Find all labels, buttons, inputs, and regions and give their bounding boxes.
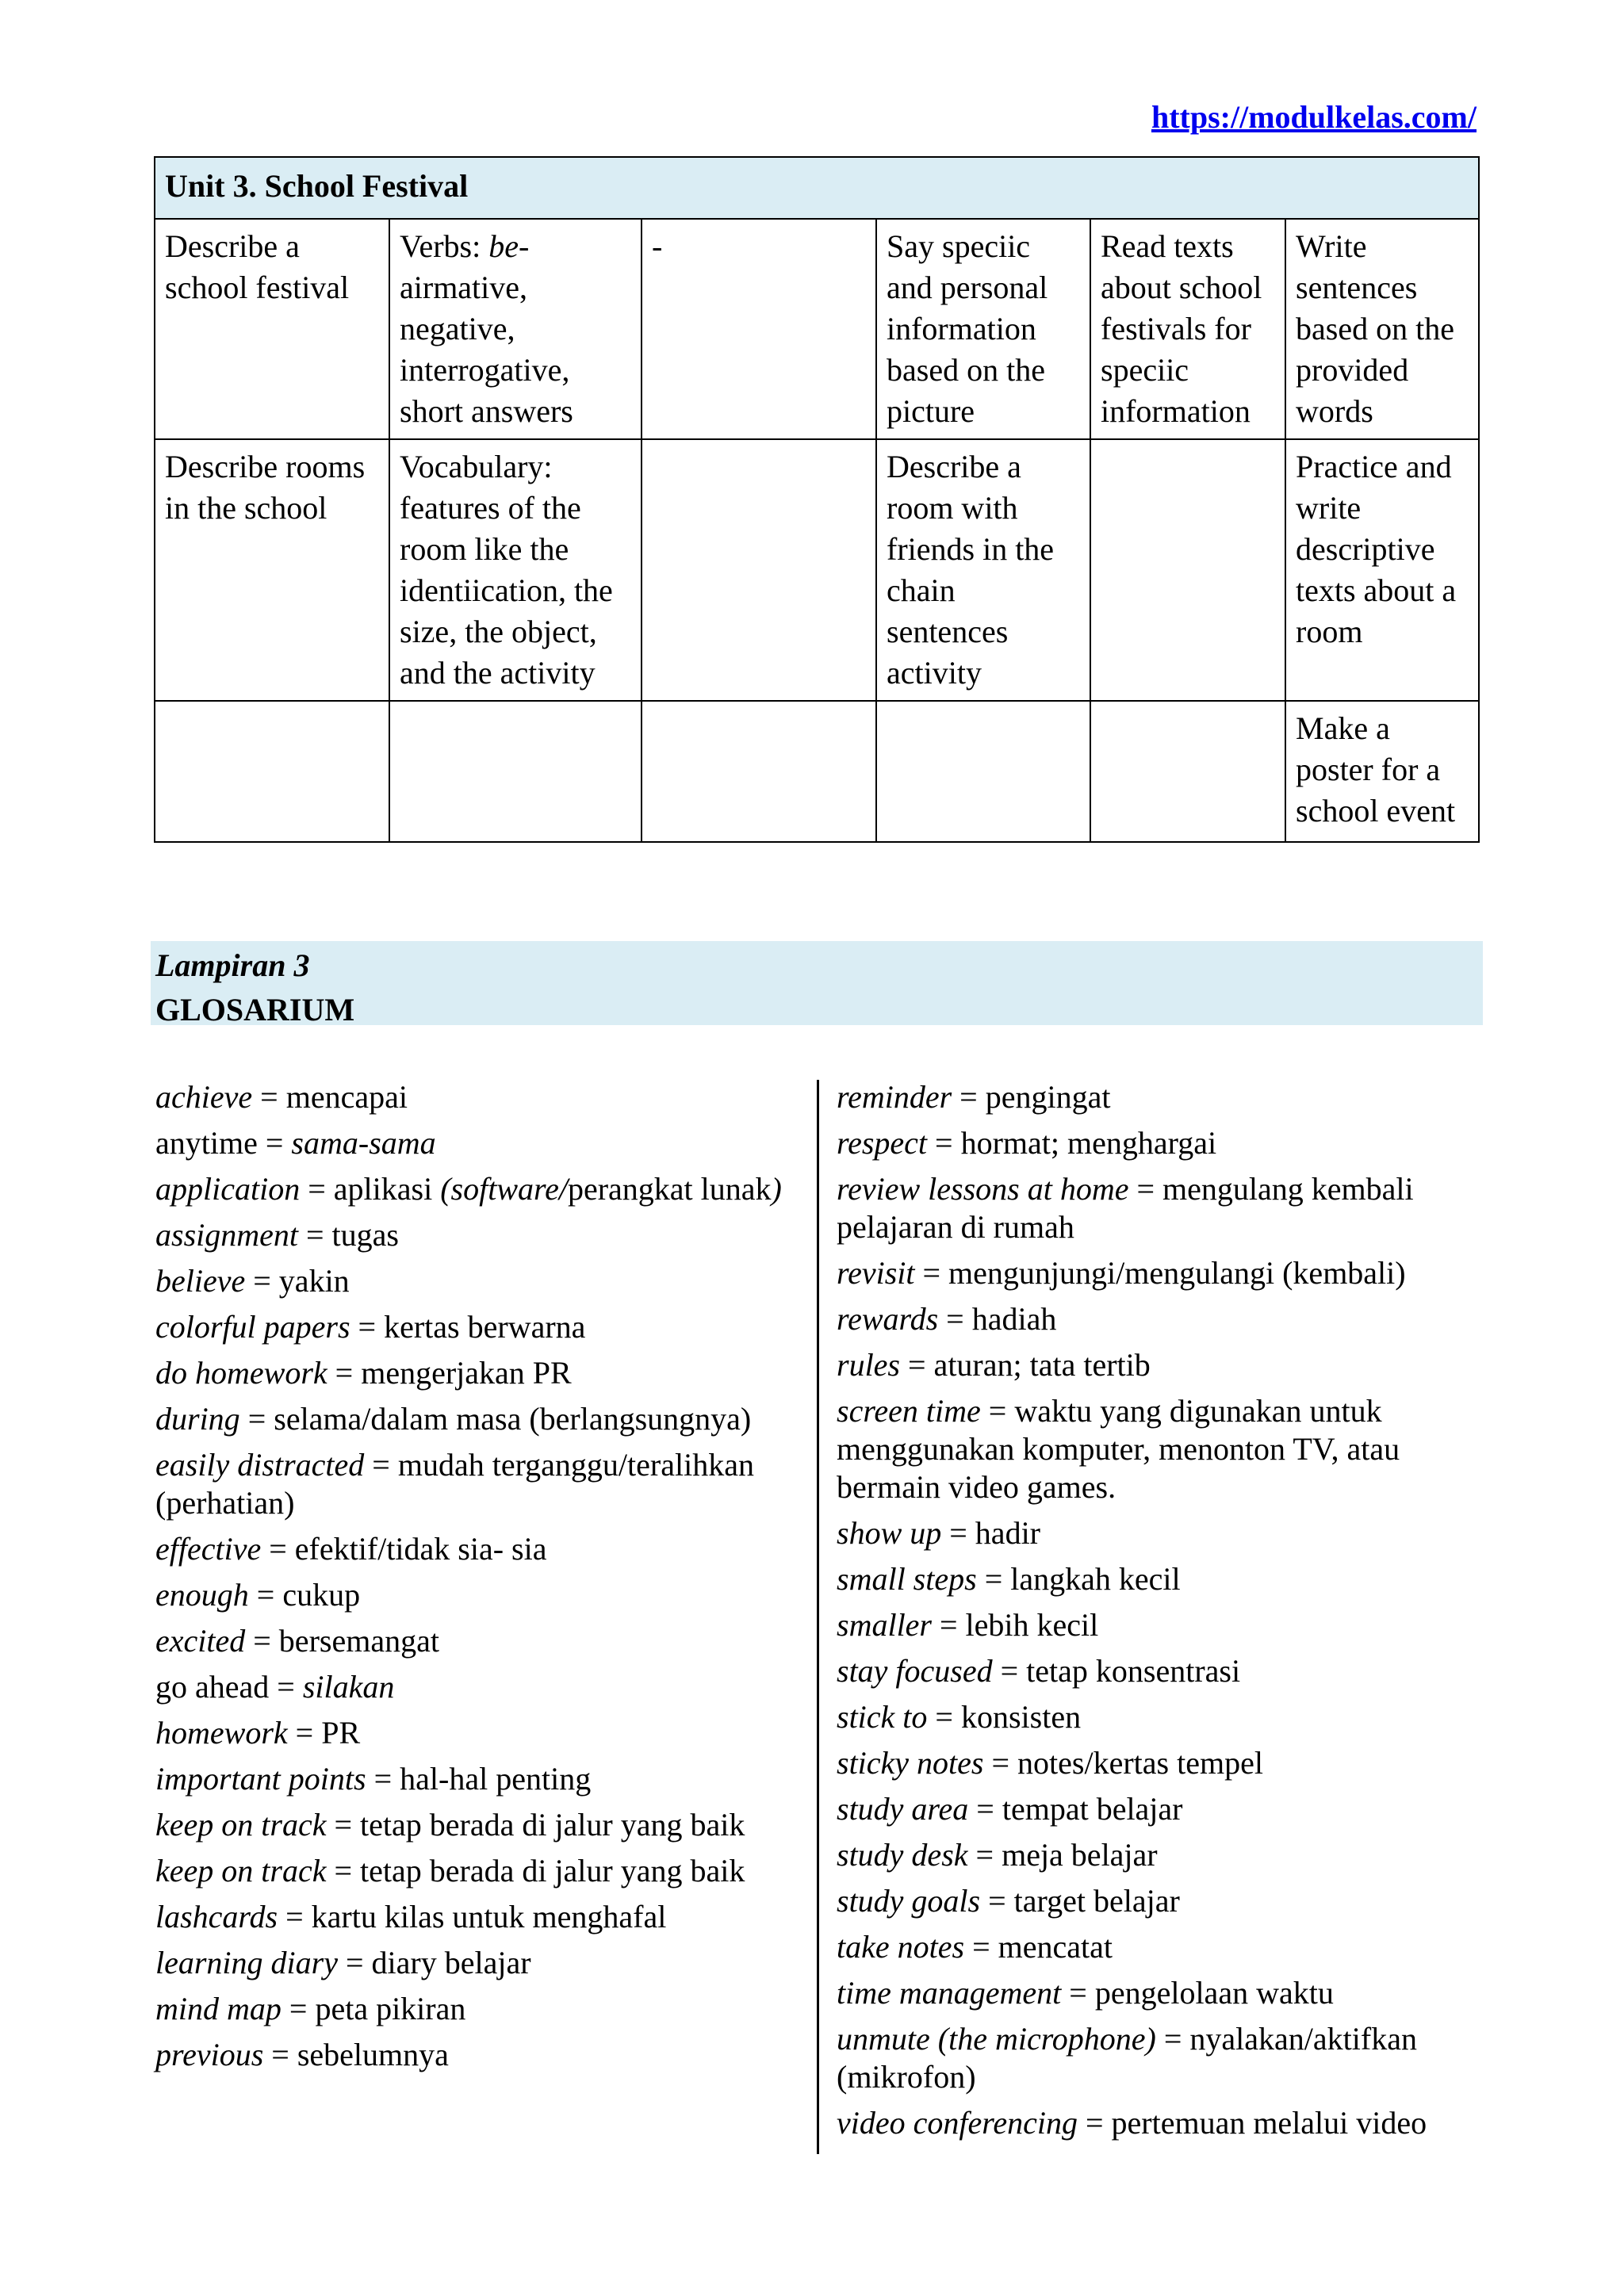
table-cell: Describe a room with friends in the chain sentences activity (876, 439, 1090, 701)
glossary-term: do homework (155, 1355, 327, 1391)
glossary-term: anytime (155, 1125, 258, 1161)
glossary-meaning: = pengelolaan waktu (1061, 1975, 1334, 2011)
glossary-term: video conferencing (837, 2105, 1078, 2141)
glossary-meaning: = tetap berada di jalur yang baik (326, 1807, 745, 1843)
glossary-term: previous (155, 2037, 264, 2072)
glossary-meaning: = sebelumnya (263, 2037, 449, 2072)
glossary-entry (837, 1392, 1487, 1506)
syllabus-table (154, 156, 1480, 843)
glossary-entry (155, 1308, 798, 1346)
glossary-term: sticky notes (837, 1745, 984, 1781)
table-cell: Verbs: be- airmative, negative, interrogative, short answers (389, 219, 642, 439)
glossary-term: believe (155, 1263, 246, 1299)
glossary-term: study area (837, 1791, 969, 1827)
glossary-entry (155, 1170, 798, 1208)
glossary-meaning-extra: perangkat lunak (567, 1171, 772, 1207)
glossary-entry (155, 1576, 798, 1614)
glossary-term: show up (837, 1515, 942, 1551)
glossary-term: unmute (the microphone) (837, 2021, 1156, 2057)
glossary-meaning: = (257, 1125, 292, 1161)
glossary-entry (155, 1530, 798, 1568)
glossary-entry (155, 1400, 798, 1438)
table-cell: Practice and write descriptive texts about a room (1285, 439, 1479, 701)
table-cell (155, 701, 389, 842)
glossary-entry (837, 1652, 1487, 1690)
glossary-entry (837, 1836, 1487, 1874)
glossary-term: easily distracted (155, 1447, 365, 1483)
glossary-term: study goals (837, 1883, 981, 1919)
glossary-entry (155, 1944, 798, 1982)
glossary-term: enough (155, 1577, 249, 1613)
glossary-meaning: = tugas (298, 1217, 399, 1253)
glossary-entry (837, 2104, 1487, 2142)
glossary-meaning: = kertas berwarna (350, 1309, 586, 1345)
glossary-term: reminder (837, 1079, 952, 1115)
glossary-entry (155, 1806, 798, 1844)
table-cell (642, 701, 876, 842)
table-cell: Write sentences based on the provided words (1285, 219, 1479, 439)
glossary-term: important points (155, 1761, 366, 1797)
glossary-meaning: = hormat; menghargai (927, 1125, 1217, 1161)
glossary-entry (837, 1974, 1487, 2012)
glossary-meaning: = mengerjakan PR (327, 1355, 572, 1391)
glossary-term: learning diary (155, 1945, 338, 1980)
glossary-entry (155, 1354, 798, 1392)
glossary-meaning: = hal-hal penting (366, 1761, 592, 1797)
glossary-entry (837, 1078, 1487, 1116)
glossary-entry (837, 1744, 1487, 1782)
unit-header-row (155, 157, 1479, 219)
glossary-meaning-italic: (software/ (440, 1171, 568, 1207)
glossary-entry (155, 1668, 798, 1706)
glossary-term: keep on track (155, 1853, 327, 1888)
glossary-meaning: = pengingat (952, 1079, 1111, 1115)
source-url-link[interactable]: https://modulkelas.com/ (1151, 99, 1477, 135)
table-cell: Vocabulary: features of the room like the identiication, the size, the object, and the activity (389, 439, 642, 701)
glossary-term: lashcards (155, 1899, 278, 1934)
glossary-term: revisit (837, 1255, 915, 1291)
glossary-meaning: = konsisten (927, 1699, 1082, 1735)
glossary-term: effective (155, 1531, 262, 1567)
glossary-meaning: = aplikasi (300, 1171, 441, 1207)
glossary-term: respect (837, 1125, 928, 1161)
glossary-left-column (155, 1078, 798, 2082)
glossary-meaning: = kartu kilas untuk menghafal (278, 1899, 667, 1934)
glossary-meaning: = mencapai (252, 1079, 408, 1115)
glossary-entry (155, 1852, 798, 1890)
glossary-meaning: = hadir (941, 1515, 1040, 1551)
table-row (155, 219, 1479, 439)
glossary-term: take notes (837, 1929, 965, 1965)
table-cell (1090, 701, 1285, 842)
glossary-entry (155, 1990, 798, 2028)
table-row (155, 701, 1479, 842)
glossary-entry (837, 1254, 1487, 1292)
glossary-meaning: = tetap konsentrasi (992, 1653, 1241, 1689)
table-cell (389, 701, 642, 842)
glossary-meaning: = nyalakan/aktifkan (mikrofon) (837, 2021, 1417, 2095)
glossary-entry (837, 1300, 1487, 1338)
glossary-entry (837, 1790, 1487, 1828)
glossary-entry (837, 1514, 1487, 1552)
column-divider (817, 1080, 819, 2154)
glossary-term: go ahead (155, 1669, 270, 1705)
glossary-meaning: = meja belajar (967, 1837, 1158, 1873)
glossary-meaning: = mencatat (964, 1929, 1113, 1965)
glossary-meaning: = (269, 1669, 303, 1705)
glossary-entry (155, 1262, 798, 1300)
glossary-entry (837, 1124, 1487, 1162)
table-row (155, 439, 1479, 701)
glossary-term: small steps (837, 1561, 977, 1597)
glossary-entry (155, 1898, 798, 1936)
table-cell (642, 439, 876, 701)
glossary-entry (837, 1698, 1487, 1736)
glossary-entry (155, 1124, 798, 1162)
glossary-meaning: = target belajar (980, 1883, 1180, 1919)
table-cell: Describe a school festival (155, 219, 389, 439)
glossary-term: screen time (837, 1393, 981, 1429)
glossary-term: stay focused (837, 1653, 993, 1689)
glossary-right-column (837, 1078, 1487, 2150)
glossary-term: excited (155, 1623, 246, 1659)
glossary-term: application (155, 1171, 301, 1207)
table-cell (876, 701, 1090, 842)
glossary-meaning: = hadiah (938, 1301, 1057, 1337)
glossary-term: rules (837, 1347, 900, 1383)
glossary-entry (155, 1078, 798, 1116)
glossary-term: colorful papers (155, 1309, 350, 1345)
table-cell: Read texts about school festivals for speciic information (1090, 219, 1285, 439)
glossary-meaning: = tetap berada di jalur yang baik (326, 1853, 745, 1888)
glossary-term: smaller (837, 1607, 932, 1643)
glossary-meaning: = efektif/tidak sia- sia (261, 1531, 547, 1567)
glossary-meaning: = pertemuan melalui video (1077, 2105, 1427, 2141)
glossary-term: achieve (155, 1079, 253, 1115)
glossary-meaning: = langkah kecil (976, 1561, 1181, 1597)
glossary-term: time management (837, 1975, 1062, 2011)
glossary-entry (837, 1928, 1487, 1966)
glossary-entry (837, 1606, 1487, 1644)
glossary-meaning: = aturan; tata tertib (900, 1347, 1151, 1383)
glossary-meaning: = tempat belajar (968, 1791, 1183, 1827)
glossary-entry (837, 1882, 1487, 1920)
glossary-term: review lessons at home (837, 1171, 1129, 1207)
glossary-meaning: = diary belajar (337, 1945, 531, 1980)
glossary-meaning: = PR (287, 1715, 361, 1751)
glossary-term: keep on track (155, 1807, 327, 1843)
glossary-meaning: = bersemangat (245, 1623, 439, 1659)
glossary-term: homework (155, 1715, 288, 1751)
glossary-term: assignment (155, 1217, 298, 1253)
glossary-entry (837, 1346, 1487, 1384)
glossary-meaning: = mudah terganggu/teralihkan (perhatian) (155, 1447, 754, 1521)
glossary-meaning: = selama/dalam masa (berlangsungnya) (239, 1401, 752, 1437)
glossary-entry (837, 2020, 1487, 2096)
appendix-label: Lampiran 3 (155, 947, 310, 983)
glossary-term: study desk (837, 1837, 968, 1873)
glossary-meaning-italic: silakan (302, 1669, 395, 1705)
glossary-meaning: = mengunjungi/mengulangi (kembali) (914, 1255, 1406, 1291)
glossary-meaning-italic: sama-sama (291, 1125, 436, 1161)
glossary-title: GLOSARIUM (155, 992, 355, 1027)
glossary-meaning: = peta pikiran (281, 1991, 466, 2026)
glossary-term: mind map (155, 1991, 282, 2026)
glossary-entry (155, 1760, 798, 1798)
glossary-entry (155, 1714, 798, 1752)
glossary-meaning: = cukup (248, 1577, 361, 1613)
glossary-meaning-close: ) (771, 1171, 782, 1207)
table-cell (1090, 439, 1285, 701)
glossary-term: rewards (837, 1301, 939, 1337)
glossary-term: stick to (837, 1699, 928, 1735)
glossary-entry (155, 1216, 798, 1254)
glossary-meaning: = mengulang kembali pelajaran di rumah (837, 1171, 1414, 1245)
glossary-meaning: = lebih kecil (932, 1607, 1099, 1643)
glossary-term: during (155, 1401, 240, 1437)
glossary-entry (155, 2036, 798, 2074)
glossary-entry (155, 1446, 798, 1522)
unit-title: Unit 3. School Festival (155, 157, 1479, 219)
glossary-entry (837, 1170, 1487, 1246)
table-cell: Say speciic and personal information based on the picture (876, 219, 1090, 439)
glossary-meaning: = notes/kertas tempel (983, 1745, 1263, 1781)
glossary-meaning: = waktu yang digunakan untuk menggunakan komputer, menonton TV, atau bermain video games. (837, 1393, 1400, 1505)
table-cell: Make a poster for a school event (1285, 701, 1479, 842)
glossary-entry (837, 1560, 1487, 1598)
table-cell: - (642, 219, 876, 439)
glossary-meaning: = yakin (245, 1263, 350, 1299)
glossary-entry (155, 1622, 798, 1660)
table-cell: Describe rooms in the school (155, 439, 389, 701)
